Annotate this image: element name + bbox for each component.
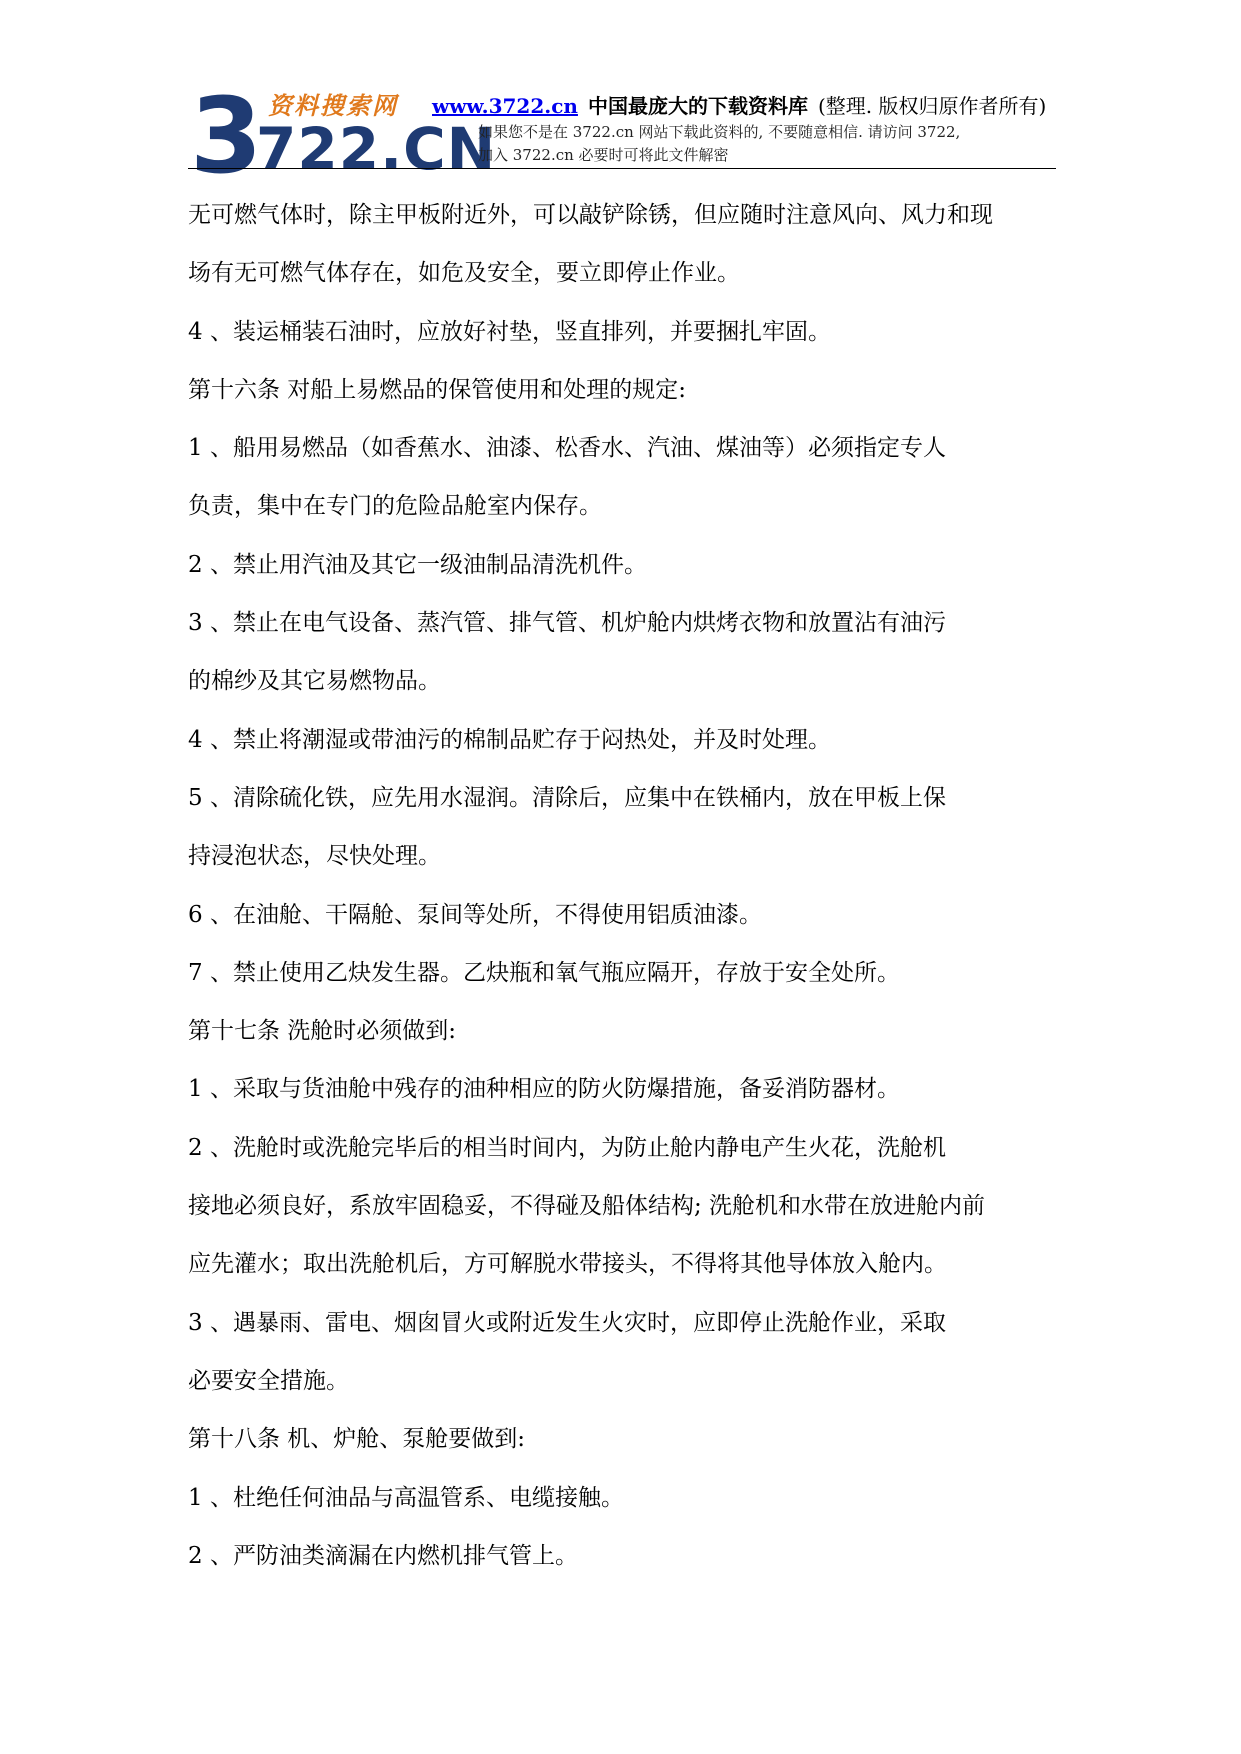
copyright-note: (整理. 版权归原作者所有) [817,94,1047,118]
body-line: 3 、禁止在电气设备、蒸汽管、排气管、机炉舱内烘烤衣物和放置沾有油污 [188,610,946,637]
body-line: 场有无可燃气体存在，如危及安全，要立即停止作业。 [188,260,740,287]
logo-domain: 722.CN [256,115,497,183]
body-line: 6 、在油舱、干隔舱、泵间等处所，不得使用铝质油漆。 [188,901,762,928]
page-header [0,0,1241,197]
section-heading: 第十七条 洗舱时必须做到: [188,1018,457,1045]
body-line: 1 、船用易燃品（如香蕉水、油漆、松香水、汽油、煤油等）必须指定专人 [188,435,946,462]
body-line: 1 、杜绝任何油品与高温管系、电缆接触。 [188,1484,624,1511]
body-line: 应先灌水；取出洗舱机后，方可解脱水带接头，不得将其他导体放入舱内。 [188,1251,947,1278]
body-line: 必要安全措施。 [188,1367,349,1394]
download-notice-line-1: 如果您不是在 3722.cn 网站下载此资料的, 不要随意相信. 请访问 3722, [478,123,961,141]
body-line: 5 、清除硫化铁，应先用水湿润。清除后，应集中在铁桶内，放在甲板上保 [188,784,946,811]
body-line: 2 、洗舱时或洗舱完毕后的相当时间内，为防止舱内静电产生火花，洗舱机 [188,1134,946,1161]
logo-tagline: 资料搜索网 [268,91,398,120]
body-line: 2 、禁止用汽油及其它一级油制品清洗机件。 [188,551,647,578]
download-notice-line-2: 加入 3722.cn 必要时可将此文件解密 [478,146,729,164]
body-line: 4 、禁止将潮湿或带油污的棉制品贮存于闷热处，并及时处理。 [188,726,831,753]
site-link[interactable]: www.3722.cn [432,94,578,118]
body-line: 3 、遇暴雨、雷电、烟囱冒火或附近发生火灾时，应即停止洗舱作业，采取 [188,1309,946,1336]
body-line: 4 、装运桶装石油时，应放好衬垫，竖直排列，并要捆扎牢固。 [188,318,831,345]
body-line: 负责，集中在专门的危险品舱室内保存。 [188,493,602,520]
section-heading: 第十六条 对船上易燃品的保管使用和处理的规定: [188,376,687,403]
body-line: 的棉纱及其它易燃物品。 [188,668,441,695]
section-heading: 第十八条 机、炉舱、泵舱要做到: [188,1426,526,1453]
body-line: 持浸泡状态，尽快处理。 [188,843,441,870]
header-divider [188,168,1056,169]
header-title-line [432,90,1046,119]
library-title: 中国最庞大的下载资料库 [587,94,808,118]
body-line: 接地必须良好，系放牢固稳妥，不得碰及船体结构; 洗舱机和水带在放进舱内前 [188,1193,986,1220]
logo-digit: 3 [190,75,263,197]
body-line: 无可燃气体时，除主甲板附近外，可以敲铲除锈，但应随时注意风向、风力和现 [188,202,993,228]
document-body [188,186,1068,1585]
body-line: 7 、禁止使用乙炔发生器。乙炔瓶和氧气瓶应隔开，存放于安全处所。 [188,959,900,986]
body-line: 1 、采取与货油舱中残存的油种相应的防火防爆措施，备妥消防器材。 [188,1076,900,1103]
body-line: 2 、严防油类滴漏在内燃机排气管上。 [188,1542,578,1569]
